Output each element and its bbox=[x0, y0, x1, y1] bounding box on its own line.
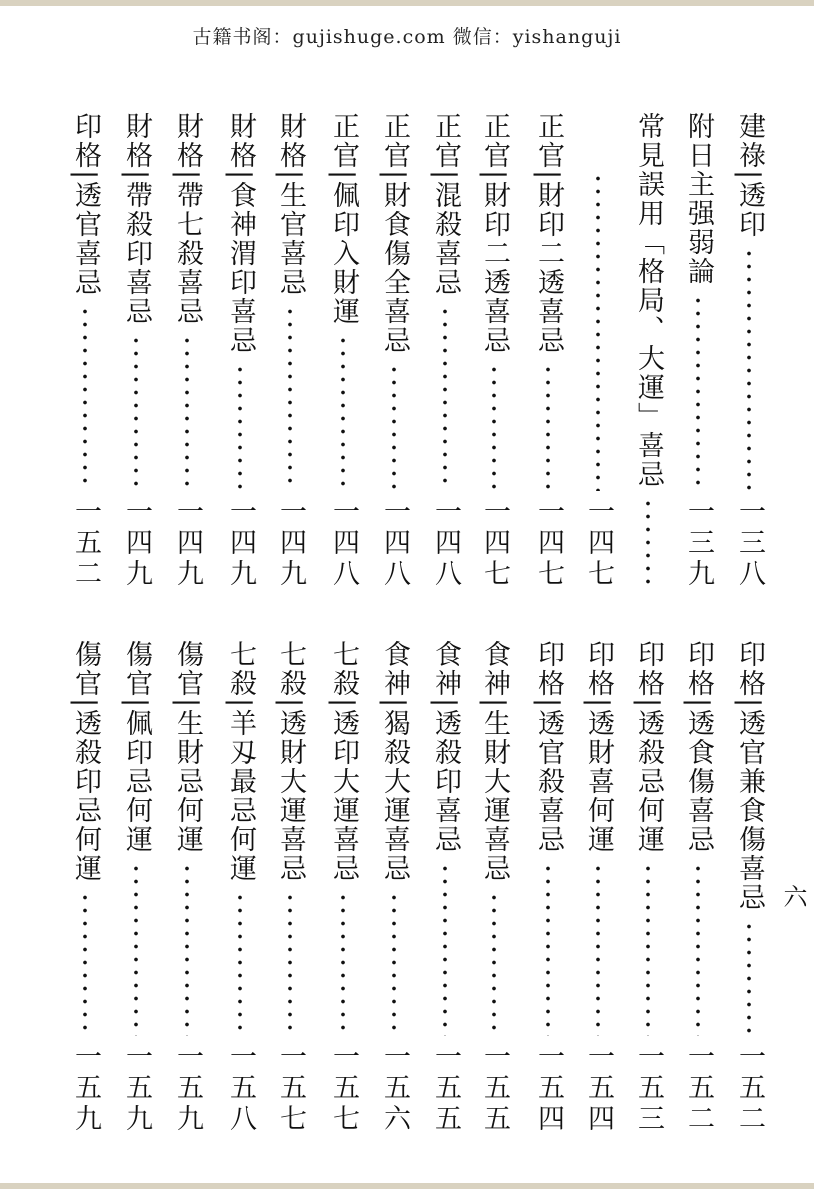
entry-page: 一四九 bbox=[121, 497, 152, 590]
toc-entry[interactable] bbox=[67, 640, 103, 1135]
entry-title: 印格|透財喜何運 bbox=[583, 640, 614, 855]
entry-title: 正官|財印二透喜忌 bbox=[533, 112, 564, 356]
entry-page: 一五四 bbox=[583, 1042, 614, 1135]
leader-dots bbox=[340, 334, 346, 491]
toc-entry[interactable] bbox=[680, 640, 716, 1135]
entry-title: 傷官|佩印忌何運 bbox=[121, 640, 152, 855]
entry-title: 印格|透官殺喜忌 bbox=[533, 640, 564, 855]
leader-dots bbox=[695, 862, 701, 1036]
leader-dots bbox=[287, 891, 293, 1036]
toc-entry[interactable] bbox=[169, 112, 205, 590]
leader-dots bbox=[184, 334, 190, 491]
page-header-watermark: 古籍书阁：gujishuge.com 微信：yishanguji bbox=[192, 26, 622, 48]
entry-title: 印格|透官喜忌 bbox=[70, 112, 101, 298]
leader-dots bbox=[287, 305, 293, 491]
entry-page: 一四九 bbox=[172, 497, 203, 590]
entry-page: 一五六 bbox=[379, 1042, 410, 1135]
entry-title: 食神|生財大運喜忌 bbox=[479, 640, 510, 884]
toc-entry[interactable] bbox=[222, 640, 258, 1135]
toc-entry[interactable] bbox=[476, 640, 512, 1135]
leader-dots bbox=[391, 363, 397, 491]
entry-page: 一五九 bbox=[172, 1042, 203, 1135]
entry-title: 附日主强弱論 bbox=[683, 112, 714, 286]
entry-page: 一五二 bbox=[734, 1042, 765, 1135]
leader-dots bbox=[645, 862, 651, 1036]
toc-entry[interactable] bbox=[530, 640, 566, 1135]
toc-entry[interactable] bbox=[272, 112, 308, 590]
entry-title: 正官|財印二透喜忌 bbox=[479, 112, 510, 356]
entry-page: 一五五 bbox=[479, 1042, 510, 1135]
entry-page: 一三八 bbox=[734, 497, 765, 590]
toc-entry[interactable] bbox=[376, 640, 412, 1135]
entry-page: 一四九 bbox=[225, 497, 256, 590]
entry-page: 一四七 bbox=[583, 497, 614, 590]
entry-page: 一四七 bbox=[533, 497, 564, 590]
entry-page: 一五九 bbox=[121, 1042, 152, 1135]
entry-page: 一四八 bbox=[379, 497, 410, 590]
entry-title: 食神|猲殺大運喜忌 bbox=[379, 640, 410, 884]
page-number: 六 bbox=[779, 884, 807, 908]
leader-dots bbox=[184, 862, 190, 1036]
toc-entry[interactable] bbox=[476, 112, 512, 590]
toc-entry[interactable] bbox=[118, 112, 154, 590]
toc-entry[interactable] bbox=[169, 640, 205, 1135]
leader-dots bbox=[133, 334, 139, 491]
toc-entry[interactable] bbox=[376, 112, 412, 590]
entry-title: 常見誤用「格局、大運」喜忌 bbox=[633, 112, 664, 489]
entry-title: 七殺|羊刄最忌何運 bbox=[225, 640, 256, 884]
toc-entry[interactable] bbox=[67, 112, 103, 590]
entry-page: 一五五 bbox=[430, 1042, 461, 1135]
entry-title: 建祿|透印 bbox=[734, 112, 765, 240]
toc-entry-continuation[interactable] bbox=[580, 164, 616, 590]
leader-dots bbox=[595, 172, 601, 491]
entry-page: 一五七 bbox=[275, 1042, 306, 1135]
entry-page: 一五三 bbox=[633, 1042, 664, 1135]
entry-title: 傷官|生財忌何運 bbox=[172, 640, 203, 855]
toc-entry[interactable] bbox=[580, 640, 616, 1135]
toc-entry[interactable] bbox=[118, 640, 154, 1135]
leader-dots bbox=[746, 920, 752, 1036]
entry-page: 一五九 bbox=[70, 1042, 101, 1135]
entry-page: 一五四 bbox=[533, 1042, 564, 1135]
leader-dots bbox=[442, 862, 448, 1036]
entry-title: 七殺|透財大運喜忌 bbox=[275, 640, 306, 884]
entry-title: 財格|帶七殺喜忌 bbox=[172, 112, 203, 327]
leader-dots bbox=[442, 305, 448, 491]
leader-dots bbox=[695, 294, 701, 491]
toc-entry[interactable] bbox=[530, 112, 566, 590]
entry-title: 財格|帶殺印喜忌 bbox=[121, 112, 152, 327]
leader-dots bbox=[645, 497, 651, 584]
leader-dots bbox=[746, 247, 752, 491]
toc-entry[interactable] bbox=[222, 112, 258, 590]
leader-dots bbox=[340, 891, 346, 1036]
toc-entry[interactable] bbox=[272, 640, 308, 1135]
toc-entry[interactable] bbox=[680, 112, 716, 590]
leader-dots bbox=[595, 862, 601, 1036]
entry-title: 傷官|透殺印忌何運 bbox=[70, 640, 101, 884]
entry-page: 一四八 bbox=[430, 497, 461, 590]
leader-dots bbox=[545, 363, 551, 491]
entry-page: 一五八 bbox=[225, 1042, 256, 1135]
bottom-border-rule bbox=[0, 1183, 814, 1189]
entry-title: 印格|透官兼食傷喜忌 bbox=[734, 640, 765, 913]
entry-page: 一三九 bbox=[683, 497, 714, 590]
entry-title: 財格|生官喜忌 bbox=[275, 112, 306, 298]
toc-entry[interactable] bbox=[731, 640, 767, 1135]
leader-dots bbox=[545, 862, 551, 1036]
entry-title: 印格|透食傷喜忌 bbox=[683, 640, 714, 855]
entry-title: 正官|混殺喜忌 bbox=[430, 112, 461, 298]
leader-dots bbox=[133, 862, 139, 1036]
toc-entry[interactable] bbox=[325, 112, 361, 590]
entry-title: 正官|財食傷全喜忌 bbox=[379, 112, 410, 356]
toc-entry-section-heading[interactable] bbox=[630, 112, 666, 590]
entry-page: 一四七 bbox=[479, 497, 510, 590]
toc-entry[interactable] bbox=[427, 640, 463, 1135]
entry-page: 一四八 bbox=[328, 497, 359, 590]
leader-dots bbox=[491, 363, 497, 491]
leader-dots bbox=[82, 305, 88, 491]
toc-entry[interactable] bbox=[630, 640, 666, 1135]
entry-title: 食神|透殺印喜忌 bbox=[430, 640, 461, 855]
toc-entry[interactable] bbox=[427, 112, 463, 590]
entry-page: 一五二 bbox=[70, 497, 101, 590]
entry-title: 七殺|透印大運喜忌 bbox=[328, 640, 359, 884]
top-border-rule bbox=[0, 0, 814, 6]
leader-dots bbox=[391, 891, 397, 1036]
entry-title: 印格|透殺忌何運 bbox=[633, 640, 664, 855]
entry-title: 財格|食神渭印喜忌 bbox=[225, 112, 256, 356]
leader-dots bbox=[237, 363, 243, 491]
entry-page: 一五二 bbox=[683, 1042, 714, 1135]
leader-dots bbox=[237, 891, 243, 1036]
toc-entry[interactable] bbox=[731, 112, 767, 590]
entry-page: 一四九 bbox=[275, 497, 306, 590]
entry-page: 一五七 bbox=[328, 1042, 359, 1135]
entry-title: 正官|佩印入財運 bbox=[328, 112, 359, 327]
leader-dots bbox=[82, 891, 88, 1036]
leader-dots bbox=[491, 891, 497, 1036]
toc-entry[interactable] bbox=[325, 640, 361, 1135]
